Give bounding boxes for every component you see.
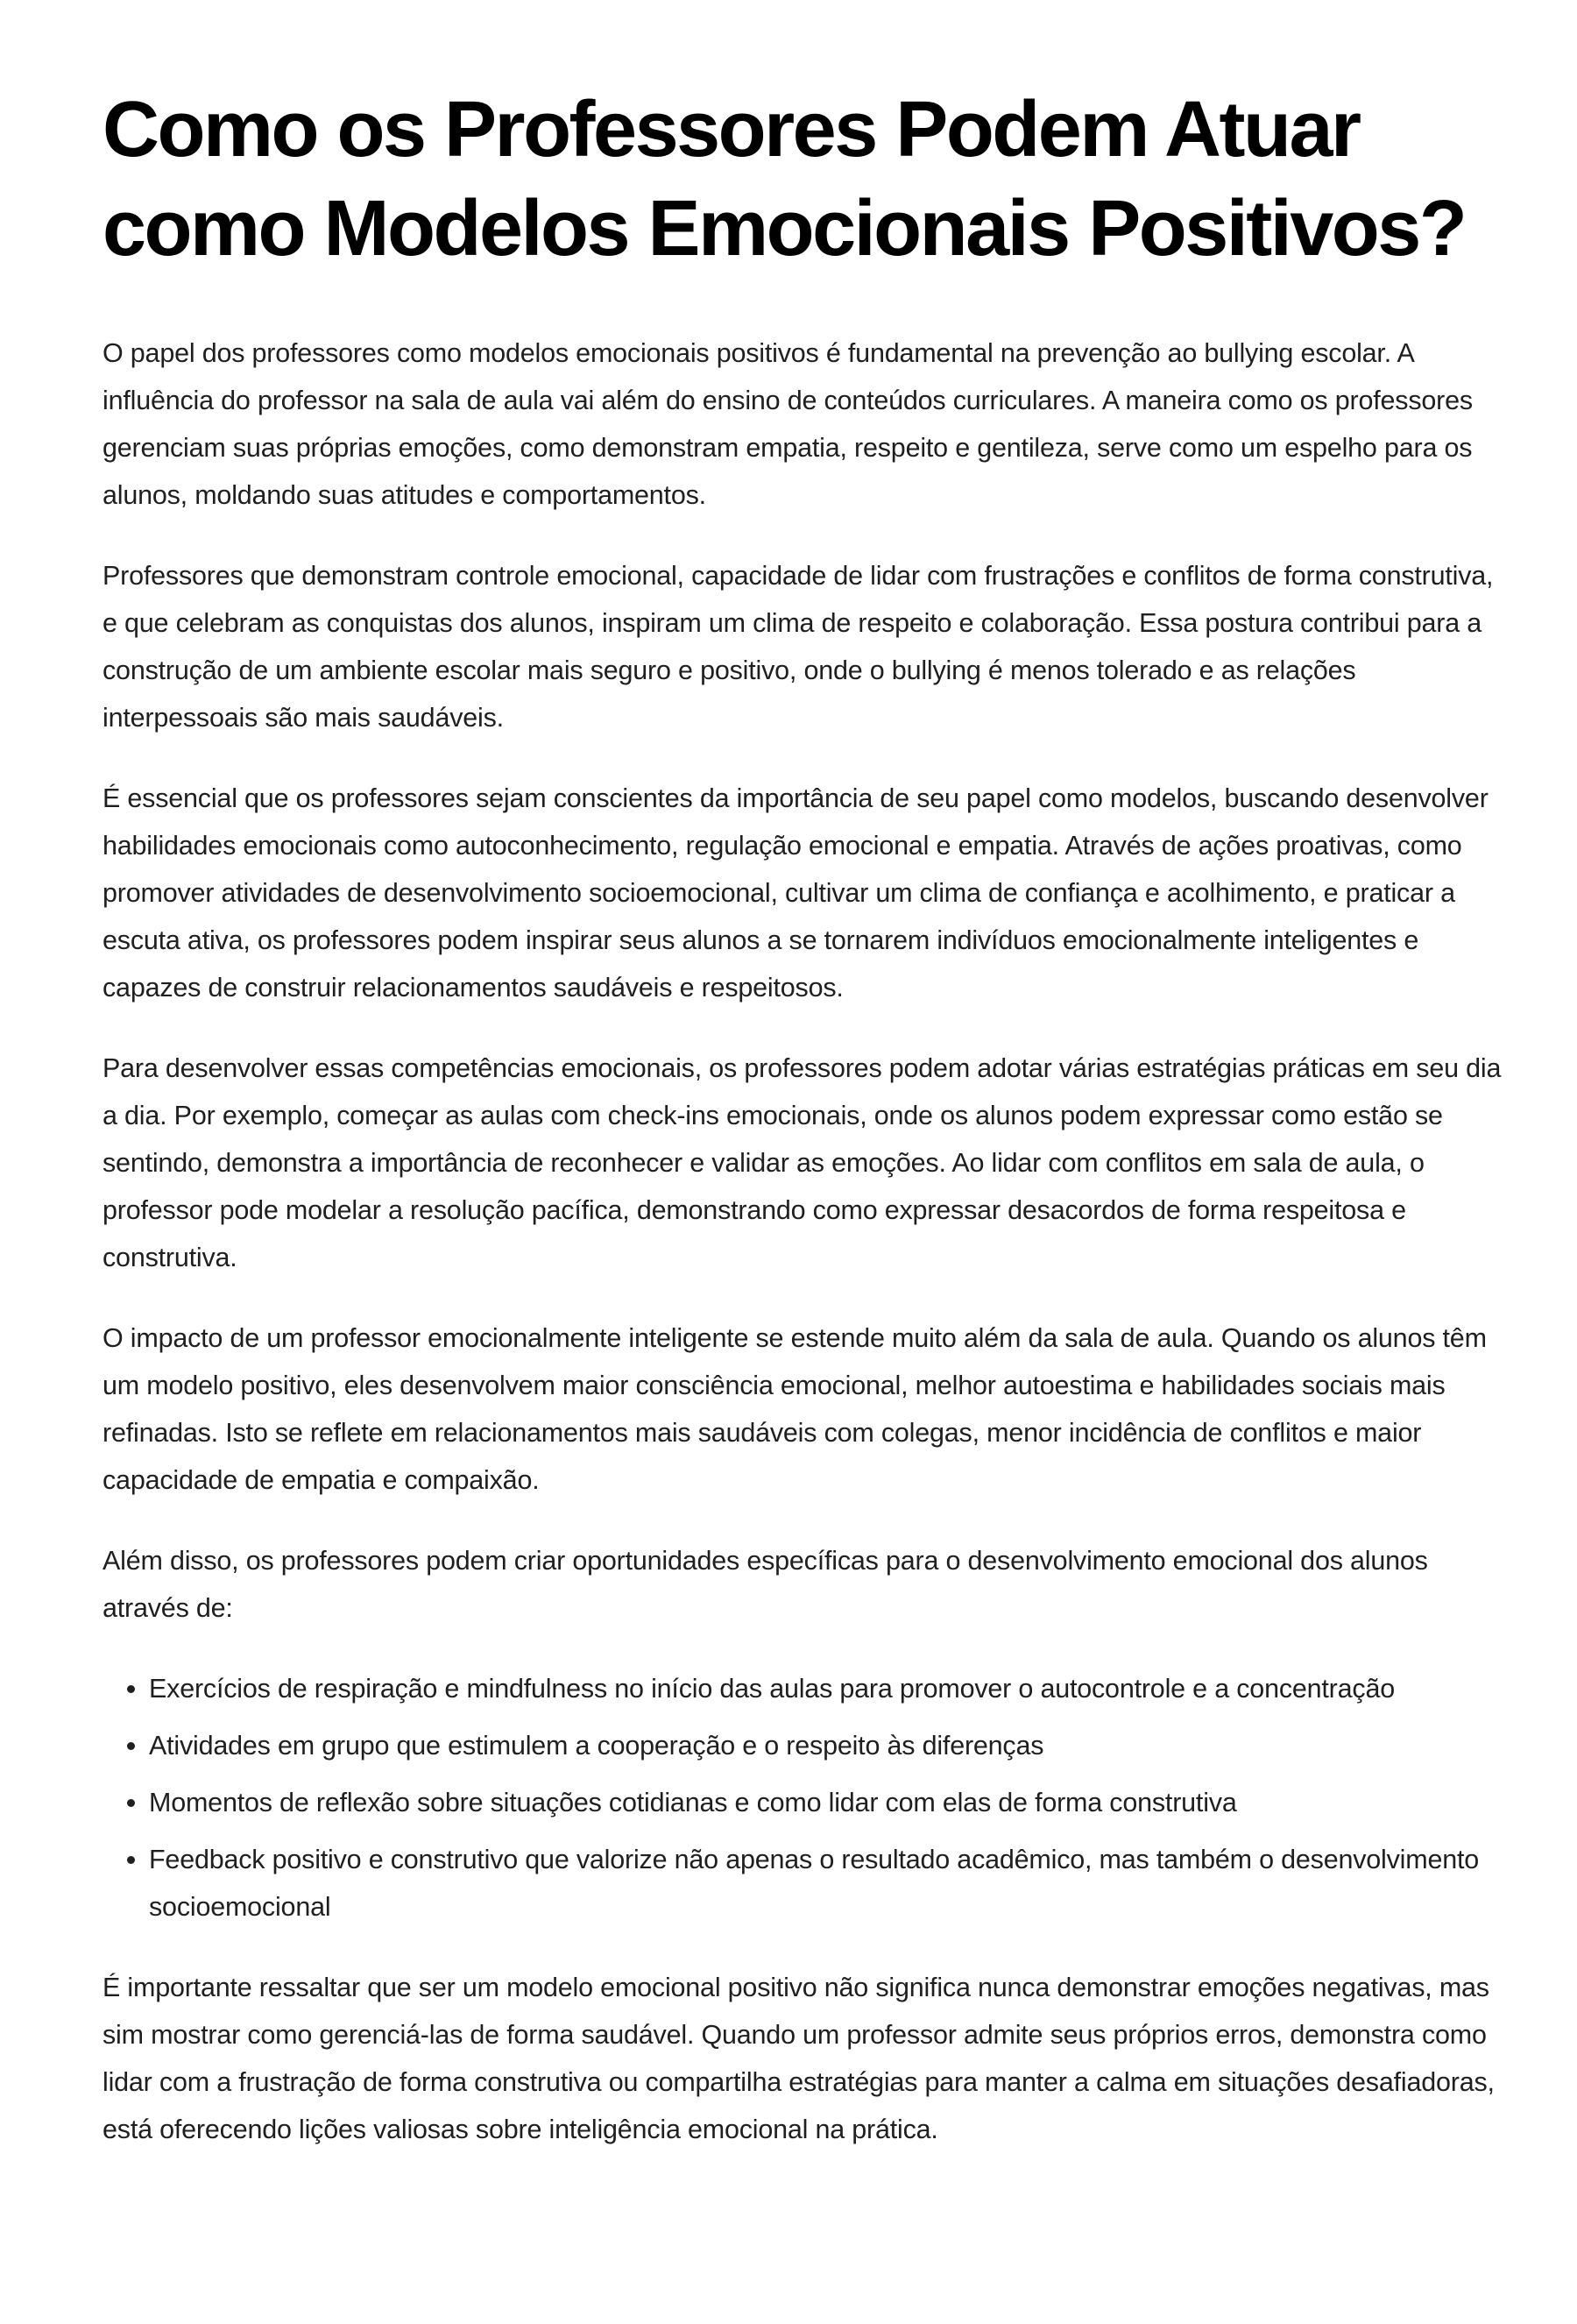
paragraph: O impacto de um professor emocionalmente inteligente se estende muito além da sala de aula. Quando os alunos têm um modelo positivo, eles desenvolvem maior consciência emocional, melhor autoestima e habilidades sociais mais refinadas. Isto se reflete em relacionamentos mais saudáveis com colegas, menor incidência de conflitos e maior capacidade de empatia e compaixão. (103, 1323, 1487, 1495)
list-item: • Exercícios de respiração e mindfulness no início das aulas para promover o autocontrole e a concentração (149, 1665, 1504, 1712)
closing-paragraph: É importante ressaltar que ser um modelo emocional positivo não significa nunca demonstrar emoções negativas, mas sim mostrar como gerenciá-las de forma saudável. Quando um professor admite seus próprios erros, demonstra como lidar com a frustração de forma construtiva ou compartilha estratégias para manter a calma em situações desafiadoras, está oferecendo lições valiosas sobre inteligência emocional na prática. (103, 1973, 1495, 2144)
article (103, 81, 1504, 2186)
paragraph: Professores que demonstram controle emocional, capacidade de lidar com frustrações e conflitos de forma construtiva, e que celebram as conquistas dos alunos, inspiram um clima de respeito e colaboração. Essa postura contribui para a construção de um ambiente escolar mais seguro e positivo, onde o bullying é menos tolerado e as relações interpessoais são mais saudáveis. (103, 561, 1494, 733)
paragraph: Além disso, os professores podem criar oportunidades específicas para o desenvolvimento emocional dos alunos através de: (103, 1546, 1428, 1623)
list-item: • Momentos de reflexão sobre situações cotidianas e como lidar com elas de forma construtiva (149, 1779, 1504, 1826)
paragraph: Para desenvolver essas competências emocionais, os professores podem adotar várias estratégias práticas em seu dia a dia. Por exemplo, começar as aulas com check-ins emocionais, onde os alunos podem expressar como estão se sentindo, demonstra a importância de reconhecer e validar as emoções. Ao lidar com conflitos em sala de aula, o professor pode modelar a resolução pacífica, demonstrando como expressar desacordos de forma respeitosa e construtiva. (103, 1053, 1502, 1272)
page-title: Como os Professores Podem Atuar como Modelos Emocionais Positivos? (103, 86, 1466, 273)
paragraph: O papel dos professores como modelos emocionais positivos é fundamental na prevenção ao bullying escolar. A influência do professor na sala de aula vai além do ensino de conteúdos curriculares. A maneira como os professores gerenciam suas próprias emoções, como demonstram empatia, respeito e gentileza, serve como um espelho para os alunos, moldando suas atitudes e comportamentos. (103, 338, 1473, 510)
paragraph: É essencial que os professores sejam conscientes da importância de seu papel como modelos, buscando desenvolver habilidades emocionais como autoconhecimento, regulação emocional e empatia. Através de ações proativas, como promover atividades de desenvolvimento socioemocional, cultivar um clima de confiança e acolhimento, e praticar a escuta ativa, os professores podem inspirar seus alunos a se tornarem indivíduos emocionalmente inteligentes e capazes de construir relacionamentos saudáveis e respeitosos. (103, 783, 1489, 1003)
list-item: • Feedback positivo e construtivo que valorize não apenas o resultado acadêmico, mas também o desenvolvimento socioemocional (149, 1836, 1504, 1931)
list-item: • Atividades em grupo que estimulem a cooperação e o respeito às diferenças (149, 1722, 1504, 1769)
bullet-list (103, 1665, 1504, 1931)
